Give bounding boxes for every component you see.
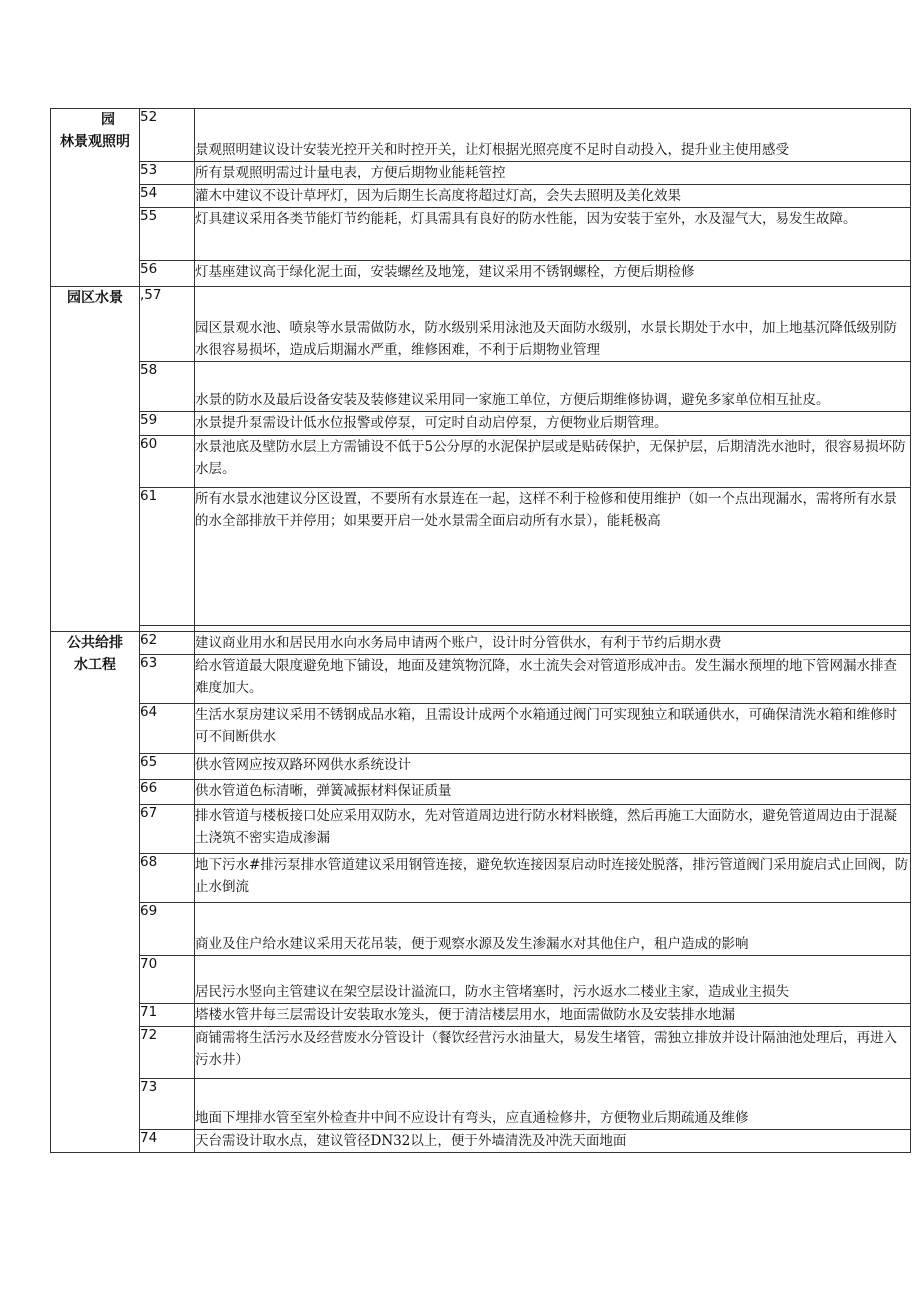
- table-row: [51, 805, 911, 854]
- row-number: 54: [140, 185, 195, 208]
- row-text: 天台需设计取水点，建议管径DN32以上，便于外墙清洗及冲洗天面地面: [195, 1130, 911, 1153]
- row-text: 供水管网应按双路环网供水系统设计: [195, 754, 911, 780]
- table-row: [51, 655, 911, 704]
- row-text: 景观照明建议设计安装光控开关和时控开关，让灯根据光照亮度不足时自动投入，提升业主使用感受: [195, 109, 911, 162]
- row-number: 55: [140, 208, 195, 261]
- table-row: [51, 185, 911, 208]
- row-number: 58: [140, 362, 195, 412]
- row-text: 供水管道色标清晰，弹簧减振材料保证质量: [195, 780, 911, 805]
- row-number: ,57: [140, 287, 195, 362]
- table-row: [51, 436, 911, 488]
- table-row: [51, 412, 911, 436]
- category-park-water-feature: 园区水景: [51, 287, 140, 632]
- row-number: 52: [140, 109, 195, 162]
- row-text: 所有景观照明需过计量电表，方便后期物业能耗管控: [195, 162, 911, 185]
- table-row: [51, 1130, 911, 1153]
- row-number: 73: [140, 1079, 195, 1130]
- table-row: [51, 1004, 911, 1027]
- row-number: 71: [140, 1004, 195, 1027]
- row-text: 灌木中建议不设计草坪灯，因为后期生长高度将超过灯高，会失去照明及美化效果: [195, 185, 911, 208]
- row-number: 61: [140, 488, 195, 626]
- table-row: [51, 1027, 911, 1079]
- row-text: 生活水泵房建议采用不锈钢成品水箱，且需设计成两个水箱通过阀门可实现独立和联通供水，可确保清洗水箱和维修时可不间断供水: [195, 704, 911, 754]
- table-row: [51, 1079, 911, 1130]
- row-number: 67: [140, 805, 195, 854]
- suggestion-table: [50, 108, 911, 1153]
- row-number: 69: [140, 903, 195, 956]
- row-number: 60: [140, 436, 195, 488]
- table-row: [51, 362, 911, 412]
- table-row: [51, 287, 911, 362]
- row-text: 水景提升泵需设计低水位报警或停泵，可定时自动启停泵，方便物业后期管理。: [195, 412, 911, 436]
- table-row: [51, 780, 911, 805]
- row-text: 商业及住户给水建议采用天花吊装，便于观察水源及发生渗漏水对其他住户，租户造成的影响: [195, 903, 911, 956]
- table-row: [51, 704, 911, 754]
- table-row: [51, 208, 911, 261]
- table-row: [51, 754, 911, 780]
- row-text: 商铺需将生活污水及经营废水分管设计（餐饮经营污水油量大，易发生堵管，需独立排放并设计隔油池处理后，再进入污水井）: [195, 1027, 911, 1079]
- row-text: 建议商业用水和居民用水向水务局申请两个账户，设计时分管供水，有利于节约后期水费: [195, 632, 911, 655]
- row-number: 68: [140, 854, 195, 903]
- row-text: 居民污水竖向主管建议在架空层设计溢流口，防水主管堵塞时，污水返水二楼业主家，造成业主损失: [195, 956, 911, 1004]
- row-number: 72: [140, 1027, 195, 1079]
- table-row: [51, 261, 911, 287]
- row-text: 排水管道与楼板接口处应采用双防水，先对管道周边进行防水材料嵌缝，然后再施工大面防水，避免管道周边由于混凝土浇筑不密实造成渗漏: [195, 805, 911, 854]
- table-row: [51, 632, 911, 655]
- table-row: [51, 854, 911, 903]
- row-number: 56: [140, 261, 195, 287]
- row-text: 地下污水#排污泵排水管道建议采用钢管连接，避免软连接因泵启动时连接处脱落，排污管道阀门采用旋启式止回阀，防止水倒流: [195, 854, 911, 903]
- row-number: 74: [140, 1130, 195, 1153]
- row-text: 塔楼水管井每三层需设计安装取水笼头，便于清洁楼层用水，地面需做防水及安装排水地漏: [195, 1004, 911, 1027]
- row-number: 59: [140, 412, 195, 436]
- table-row: [51, 109, 911, 162]
- category-public-plumbing: 公共给排 水工程: [51, 632, 140, 1153]
- row-number: 66: [140, 780, 195, 805]
- row-number: 70: [140, 956, 195, 1004]
- table-row: [51, 162, 911, 185]
- row-text: 给水管道最大限度避免地下铺设，地面及建筑物沉降，水土流失会对管道形成冲击。发生漏水预埋的地下管网漏水排查难度加大。: [195, 655, 911, 704]
- row-text: 地面下埋排水管至室外检查井中间不应设计有弯头，应直通检修井，方便物业后期疏通及维修: [195, 1079, 911, 1130]
- table-row: [51, 903, 911, 956]
- row-text: 灯基座建议高于绿化泥土面，安装螺丝及地笼，建议采用不锈钢螺栓，方便后期检修: [195, 261, 911, 287]
- row-number: 63: [140, 655, 195, 704]
- row-text: 灯具建议采用各类节能灯节约能耗，灯具需具有良好的防水性能，因为安装于室外，水及湿气大，易发生故障。: [195, 208, 911, 261]
- row-number: 53: [140, 162, 195, 185]
- row-text: 园区景观水池、喷泉等水景需做防水，防水级别采用泳池及天面防水级别，水景长期处于水中，加上地基沉降低级别防水很容易损坏，造成后期漏水严重，维修困难，不利于后期物业管理: [195, 287, 911, 362]
- category-landscape-lighting: 园 林景观照明: [51, 109, 140, 287]
- row-text: 水景的防水及最后设备安装及装修建议采用同一家施工单位，方便后期维修协调，避免多家单位相互扯皮。: [195, 362, 911, 412]
- row-number: 64: [140, 704, 195, 754]
- table-row: [51, 956, 911, 1004]
- row-number: 65: [140, 754, 195, 780]
- row-number: 62: [140, 632, 195, 655]
- table-row: [51, 488, 911, 626]
- row-text: 所有水景水池建议分区设置，不要所有水景连在一起，这样不利于检修和使用维护（如一个点出现漏水，需将所有水景的水全部排放干并停用；如果要开启一处水景需全面启动所有水景），能耗极高: [195, 488, 911, 626]
- row-text: 水景池底及壁防水层上方需铺设不低于5公分厚的水泥保护层或是贴砖保护，无保护层，后期清洗水池时，很容易损坏防水层。: [195, 436, 911, 488]
